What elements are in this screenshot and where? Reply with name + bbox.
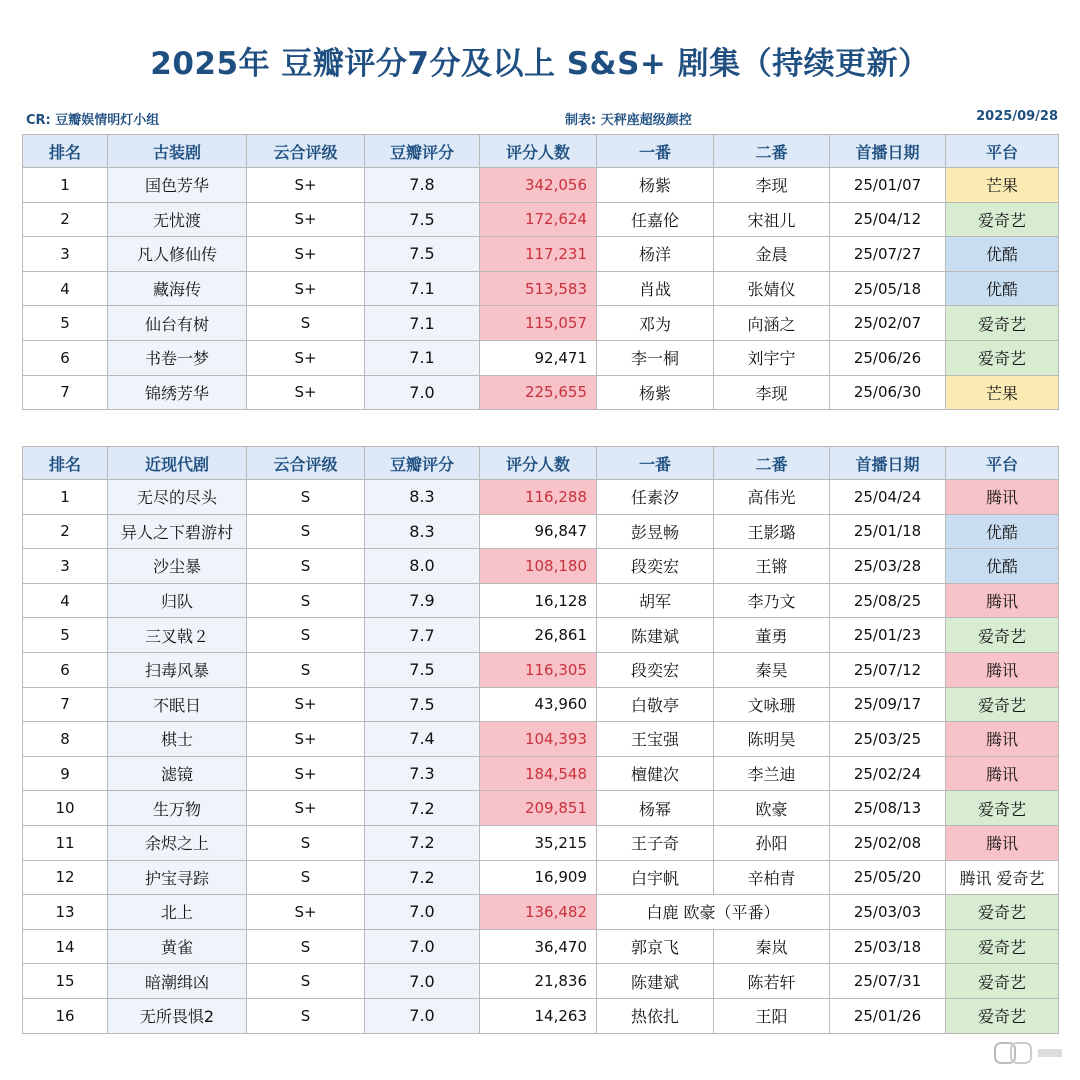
grade-cell: S+ [247,237,365,272]
lead1-cell: 白宇帆 [597,860,714,895]
premiere-date-cell: 25/02/07 [830,306,946,341]
rank-cell: 16 [23,998,108,1033]
score-cell: 7.0 [365,895,480,930]
premiere-date-cell: 25/06/30 [830,375,946,410]
grade-cell: S [247,860,365,895]
drama-title-cell: 仙台有树 [108,306,247,341]
header-platform: 平台 [946,447,1059,480]
rating-count-cell: 115,057 [480,306,597,341]
rank-cell: 2 [23,202,108,237]
rating-count-cell: 209,851 [480,791,597,826]
platform-cell: 爱奇艺 [946,306,1059,341]
grade-cell: S [247,514,365,549]
lead1-cell: 王子奇 [597,825,714,860]
modern-header-row [23,447,1059,480]
grade-cell: S+ [247,202,365,237]
rating-count-cell: 21,836 [480,964,597,999]
platform-cell: 腾讯 [946,480,1059,515]
score-cell: 7.5 [365,687,480,722]
lead1-cell: 热依扎 [597,998,714,1033]
grade-cell: S+ [247,791,365,826]
score-cell: 8.0 [365,549,480,584]
table-row [23,202,1059,237]
table-row [23,895,1059,930]
grade-cell: S+ [247,168,365,203]
lead2-cell: 李乃文 [714,583,830,618]
score-cell: 8.3 [365,480,480,515]
header-lead-1: 一番 [597,135,714,168]
lead2-cell: 王锵 [714,549,830,584]
update-date: 2025/09/28 [976,109,1058,124]
drama-title-cell: 书卷一梦 [108,340,247,375]
rank-cell: 10 [23,791,108,826]
table-row [23,340,1059,375]
header-title-column: 古装剧 [108,135,247,168]
grade-cell: S [247,306,365,341]
platform-cell: 芒果 [946,375,1059,410]
platform-cell: 爱奇艺 [946,340,1059,375]
table-row [23,583,1059,618]
rating-count-cell: 26,861 [480,618,597,653]
platform-cell: 腾讯 [946,652,1059,687]
lead2-cell: 宋祖儿 [714,202,830,237]
table-row [23,722,1059,757]
drama-title-cell: 暗潮缉凶 [108,964,247,999]
lead2-cell: 陈明昊 [714,722,830,757]
rating-count-cell: 184,548 [480,756,597,791]
header-yunhe-grade: 云合评级 [247,447,365,480]
score-cell: 7.2 [365,860,480,895]
drama-title-cell: 无所畏惧2 [108,998,247,1033]
lead1-cell: 郭京飞 [597,929,714,964]
drama-title-cell: 余烬之上 [108,825,247,860]
score-cell: 7.5 [365,237,480,272]
table-row [23,998,1059,1033]
header-lead-2: 二番 [714,135,830,168]
drama-title-cell: 扫毒风暴 [108,652,247,687]
grade-cell: S [247,652,365,687]
premiere-date-cell: 25/03/28 [830,549,946,584]
premiere-date-cell: 25/05/18 [830,271,946,306]
rating-count-cell: 92,471 [480,340,597,375]
lead1-cell: 肖战 [597,271,714,306]
table-row [23,929,1059,964]
premiere-date-cell: 25/02/08 [830,825,946,860]
grade-cell: S+ [247,375,365,410]
rating-count-cell: 116,288 [480,480,597,515]
page-title: 2025年 豆瓣评分7分及以上 S&S+ 剧集（持续更新） [150,46,930,82]
lead2-cell: 李现 [714,375,830,410]
header-rank: 排名 [23,447,108,480]
lead1-cell: 胡军 [597,583,714,618]
lead1-cell: 段奕宏 [597,549,714,584]
rank-cell: 1 [23,168,108,203]
rank-cell: 3 [23,549,108,584]
rating-count-cell: 117,231 [480,237,597,272]
rank-cell: 9 [23,756,108,791]
header-lead-1: 一番 [597,447,714,480]
score-cell: 7.1 [365,306,480,341]
lead1-cell: 杨紫 [597,375,714,410]
score-cell: 7.0 [365,929,480,964]
lead1-cell: 彭昱畅 [597,514,714,549]
table-row [23,271,1059,306]
header-douban-score: 豆瓣评分 [365,447,480,480]
rank-cell: 2 [23,514,108,549]
table-row [23,652,1059,687]
score-cell: 7.0 [365,998,480,1033]
rating-count-cell: 35,215 [480,825,597,860]
platform-cell: 爱奇艺 [946,964,1059,999]
lead2-cell: 刘宇宁 [714,340,830,375]
drama-title-cell: 凡人修仙传 [108,237,247,272]
lead1-cell: 邓为 [597,306,714,341]
drama-title-cell: 护宝寻踪 [108,860,247,895]
rank-cell: 3 [23,237,108,272]
header-premiere-date: 首播日期 [830,447,946,480]
premiere-date-cell: 25/08/13 [830,791,946,826]
drama-title-cell: 棋士 [108,722,247,757]
platform-cell: 爱奇艺 [946,998,1059,1033]
rating-count-cell: 16,909 [480,860,597,895]
lead1-cell: 檀健次 [597,756,714,791]
lead2-cell: 李现 [714,168,830,203]
table-row [23,375,1059,410]
grade-cell: S [247,549,365,584]
grade-cell: S+ [247,756,365,791]
header-title-column: 近现代剧 [108,447,247,480]
premiere-date-cell: 25/03/03 [830,895,946,930]
platform-cell: 爱奇艺 [946,687,1059,722]
score-cell: 8.3 [365,514,480,549]
premiere-date-cell: 25/01/23 [830,618,946,653]
grade-cell: S [247,929,365,964]
platform-cell: 腾讯 [946,583,1059,618]
lead1-cell: 杨紫 [597,168,714,203]
table-row [23,791,1059,826]
rating-count-cell: 96,847 [480,514,597,549]
drama-title-cell: 黄雀 [108,929,247,964]
rank-cell: 6 [23,340,108,375]
grade-cell: S [247,480,365,515]
lead2-cell: 王影璐 [714,514,830,549]
rank-cell: 6 [23,652,108,687]
drama-title-cell: 异人之下碧游村 [108,514,247,549]
premiere-date-cell: 25/02/24 [830,756,946,791]
header-platform: 平台 [946,135,1059,168]
lead2-cell: 李兰迪 [714,756,830,791]
drama-title-cell: 北上 [108,895,247,930]
lead2-cell: 秦岚 [714,929,830,964]
drama-title-cell: 滤镜 [108,756,247,791]
drama-title-cell: 归队 [108,583,247,618]
platform-cell: 腾讯 [946,756,1059,791]
grade-cell: S [247,618,365,653]
rank-cell: 14 [23,929,108,964]
drama-title-cell: 锦绣芳华 [108,375,247,410]
table-row [23,860,1059,895]
lead1-cell: 李一桐 [597,340,714,375]
lead1-cell: 任嘉伦 [597,202,714,237]
rank-cell: 12 [23,860,108,895]
header-douban-score: 豆瓣评分 [365,135,480,168]
premiere-date-cell: 25/07/31 [830,964,946,999]
rank-cell: 5 [23,306,108,341]
header-rank: 排名 [23,135,108,168]
table-row [23,480,1059,515]
drama-title-cell: 藏海传 [108,271,247,306]
rating-count-cell: 136,482 [480,895,597,930]
rank-cell: 7 [23,687,108,722]
table-row [23,618,1059,653]
score-cell: 7.5 [365,652,480,687]
header-yunhe-grade: 云合评级 [247,135,365,168]
lead2-cell: 欧豪 [714,791,830,826]
score-cell: 7.2 [365,825,480,860]
table-row [23,514,1059,549]
grade-cell: S+ [247,340,365,375]
lead1-cell: 杨幂 [597,791,714,826]
premiere-date-cell: 25/07/12 [830,652,946,687]
premiere-date-cell: 25/01/18 [830,514,946,549]
grade-cell: S [247,964,365,999]
drama-title-cell: 三叉戟２ [108,618,247,653]
drama-title-cell: 无尽的尽头 [108,480,247,515]
rank-cell: 7 [23,375,108,410]
platform-cell: 爱奇艺 [946,791,1059,826]
lead1-cell: 任素汐 [597,480,714,515]
platform-cell: 芒果 [946,168,1059,203]
lead2-cell: 王阳 [714,998,830,1033]
watermark-logo [994,1040,1064,1066]
table-row [23,237,1059,272]
grade-cell: S+ [247,722,365,757]
platform-cell: 爱奇艺 [946,202,1059,237]
costume-header-row [23,135,1059,168]
premiere-date-cell: 25/01/07 [830,168,946,203]
platform-cell: 腾讯 [946,722,1059,757]
score-cell: 7.7 [365,618,480,653]
score-cell: 7.0 [365,375,480,410]
rating-count-cell: 36,470 [480,929,597,964]
lead2-cell: 向涵之 [714,306,830,341]
premiere-date-cell: 25/03/18 [830,929,946,964]
rating-count-cell: 513,583 [480,271,597,306]
lead2-cell: 董勇 [714,618,830,653]
costume-drama-table [22,134,1059,410]
premiere-date-cell: 25/06/26 [830,340,946,375]
lead1-cell: 白敬亭 [597,687,714,722]
lead1-cell: 杨洋 [597,237,714,272]
rating-count-cell: 342,056 [480,168,597,203]
drama-title-cell: 不眠日 [108,687,247,722]
leads-merged-cell: 白鹿 欧豪（平番） [597,895,830,930]
grade-cell: S+ [247,687,365,722]
table-row [23,964,1059,999]
table-row [23,549,1059,584]
lead2-cell: 张婧仪 [714,271,830,306]
platform-cell: 优酷 [946,514,1059,549]
platform-cell: 优酷 [946,271,1059,306]
premiere-date-cell: 25/01/26 [830,998,946,1033]
rating-count-cell: 108,180 [480,549,597,584]
header-premiere-date: 首播日期 [830,135,946,168]
grade-cell: S+ [247,895,365,930]
platform-cell: 腾讯 [946,825,1059,860]
premiere-date-cell: 25/03/25 [830,722,946,757]
grade-cell: S+ [247,271,365,306]
drama-title-cell: 生万物 [108,791,247,826]
score-cell: 7.4 [365,722,480,757]
rating-count-cell: 104,393 [480,722,597,757]
lead2-cell: 金晨 [714,237,830,272]
lead1-cell: 陈建斌 [597,618,714,653]
rank-cell: 1 [23,480,108,515]
lead1-cell: 陈建斌 [597,964,714,999]
score-cell: 7.5 [365,202,480,237]
table-row [23,756,1059,791]
platform-cell: 爱奇艺 [946,618,1059,653]
header-lead-2: 二番 [714,447,830,480]
rank-cell: 4 [23,271,108,306]
platform-cell: 爱奇艺 [946,929,1059,964]
rank-cell: 5 [23,618,108,653]
grade-cell: S [247,998,365,1033]
drama-title-cell: 国色芳华 [108,168,247,203]
premiere-date-cell: 25/05/20 [830,860,946,895]
rank-cell: 4 [23,583,108,618]
lead2-cell: 秦昊 [714,652,830,687]
lead1-cell: 段奕宏 [597,652,714,687]
platform-cell: 优酷 [946,237,1059,272]
table-row [23,825,1059,860]
rank-cell: 15 [23,964,108,999]
score-cell: 7.0 [365,964,480,999]
lead1-cell: 王宝强 [597,722,714,757]
platform-cell: 优酷 [946,549,1059,584]
rating-count-cell: 43,960 [480,687,597,722]
header-rating-count: 评分人数 [480,447,597,480]
premiere-date-cell: 25/08/25 [830,583,946,618]
premiere-date-cell: 25/04/24 [830,480,946,515]
lead2-cell: 文咏珊 [714,687,830,722]
grade-cell: S [247,825,365,860]
grade-cell: S [247,583,365,618]
platform-cell: 腾讯 爱奇艺 [946,860,1059,895]
table-row [23,168,1059,203]
lead2-cell: 高伟光 [714,480,830,515]
table-row [23,687,1059,722]
rating-count-cell: 225,655 [480,375,597,410]
credit-label: CR: 豆瓣娱情明灯小组 [26,113,160,128]
premiere-date-cell: 25/04/12 [830,202,946,237]
rating-count-cell: 172,624 [480,202,597,237]
rank-cell: 11 [23,825,108,860]
modern-drama-table [22,446,1059,1034]
lead2-cell: 孙阳 [714,825,830,860]
premiere-date-cell: 25/07/27 [830,237,946,272]
score-cell: 7.8 [365,168,480,203]
header-rating-count: 评分人数 [480,135,597,168]
rating-count-cell: 116,305 [480,652,597,687]
score-cell: 7.2 [365,791,480,826]
score-cell: 7.1 [365,271,480,306]
score-cell: 7.9 [365,583,480,618]
premiere-date-cell: 25/09/17 [830,687,946,722]
lead2-cell: 陈若轩 [714,964,830,999]
drama-title-cell: 无忧渡 [108,202,247,237]
rank-cell: 13 [23,895,108,930]
rating-count-cell: 14,263 [480,998,597,1033]
platform-cell: 爱奇艺 [946,895,1059,930]
maker-label: 制表: 天秤座超级颜控 [565,113,692,128]
score-cell: 7.3 [365,756,480,791]
score-cell: 7.1 [365,340,480,375]
rating-count-cell: 16,128 [480,583,597,618]
lead2-cell: 辛柏青 [714,860,830,895]
drama-title-cell: 沙尘暴 [108,549,247,584]
rank-cell: 8 [23,722,108,757]
table-row [23,306,1059,341]
